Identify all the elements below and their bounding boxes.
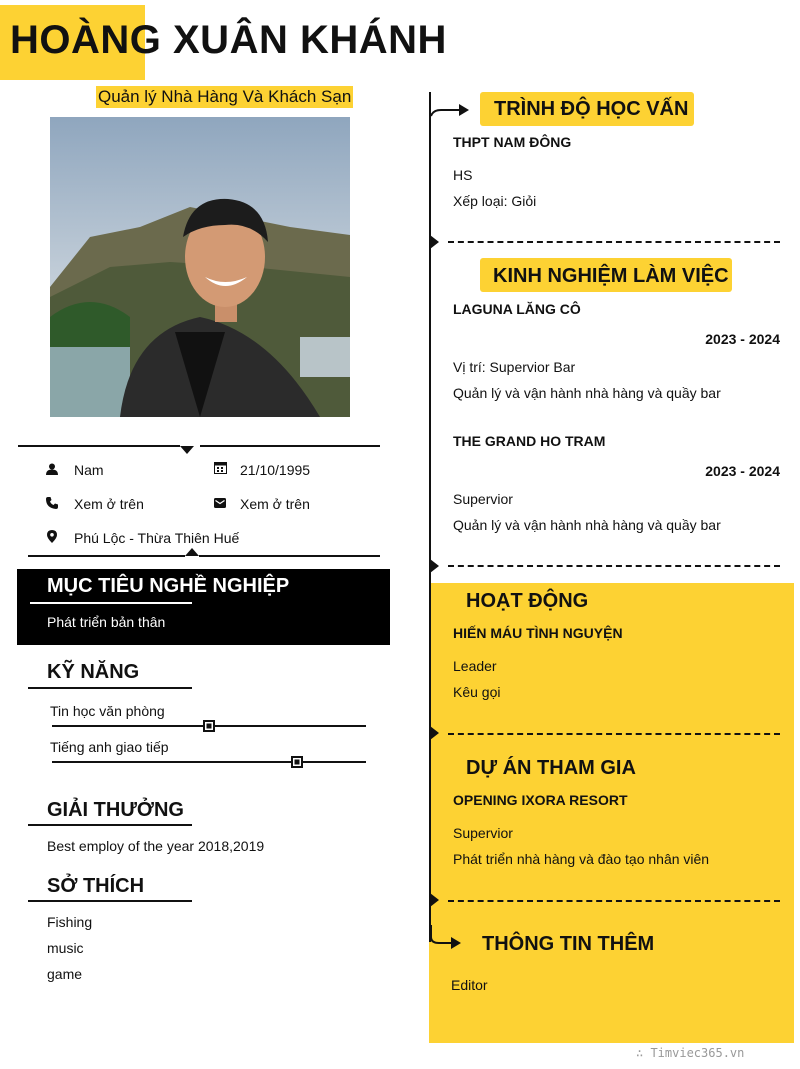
job-position: Supervior (453, 491, 513, 507)
skill-level-knob (203, 720, 215, 732)
objective-title: MỤC TIÊU NGHỀ NGHIỆP (47, 575, 290, 597)
hobbies-underline (28, 900, 192, 902)
email-value: Xem ở trên (240, 496, 310, 512)
education-degree: HS (453, 167, 473, 183)
divider-bottom-right (199, 555, 380, 557)
skill-level-bar (52, 725, 366, 727)
hobbies-title: SỞ THÍCH (47, 875, 145, 897)
skill-level-bar (52, 761, 366, 763)
more-info-title: THÔNG TIN THÊM (482, 933, 655, 955)
job-period: 2023 - 2024 (705, 463, 780, 479)
education-title: TRÌNH ĐỘ HỌC VẤN (494, 98, 689, 120)
job-company: THE GRAND HO TRAM (453, 433, 606, 449)
more-info-text: Editor (451, 977, 488, 993)
objective-text: Phát triển bản thân (47, 614, 166, 630)
section-divider (448, 241, 780, 243)
section-divider (448, 565, 780, 567)
activity-org: HIẾN MÁU TÌNH NGUYỆN (453, 625, 623, 641)
job-position: Vị trí: Supervior Bar (453, 359, 576, 375)
hobby-item: music (47, 940, 84, 956)
gender-value: Nam (74, 462, 104, 478)
watermark-text: Timviec365.vn (650, 1046, 745, 1060)
awards-title: GIẢI THƯỞNG (47, 799, 184, 821)
project-description: Phát triển nhà hàng và đào tạo nhân viên (453, 851, 710, 867)
watermark (636, 1046, 744, 1060)
education-school: THPT NAM ĐÔNG (453, 134, 572, 150)
education-grade: Xếp loại: Giỏi (453, 193, 537, 209)
experience-title: KINH NGHIỆM LÀM VIỆC (493, 265, 729, 287)
project-role: Supervior (453, 825, 513, 841)
divider-top-left (18, 445, 180, 447)
skills-underline (28, 687, 192, 689)
job-description: Quản lý và vận hành nhà hàng và quầy bar (453, 517, 721, 533)
awards-underline (28, 824, 192, 826)
phone-value: Xem ở trên (74, 496, 144, 512)
divider-top-right (200, 445, 380, 447)
projects-title: DỰ ÁN THAM GIA (466, 757, 636, 779)
phone-icon (46, 496, 60, 510)
candidate-name: HOÀNG XUÂN KHÁNH (10, 18, 447, 62)
timeline-marker (430, 235, 439, 249)
awards-text: Best employ of the year 2018,2019 (47, 838, 265, 854)
section-divider (448, 900, 780, 902)
user-icon (46, 462, 60, 476)
objective-underline (30, 602, 192, 604)
job-title: Quản lý Nhà Hàng Và Khách Sạn (98, 87, 352, 106)
section-divider (448, 733, 780, 735)
logo-dots-icon: ∴ (636, 1046, 651, 1060)
activities-title: HOẠT ĐỘNG (466, 590, 589, 612)
right-highlight-panel (429, 583, 794, 1043)
location-pin-icon (47, 530, 61, 544)
project-name: OPENING IXORA RESORT (453, 792, 628, 808)
timeline-marker (430, 559, 439, 573)
arrow-right-icon (429, 925, 465, 956)
skill-name: Tiếng anh giao tiếp (50, 739, 169, 755)
divider-bottom-left (28, 555, 185, 557)
caret-down-icon (180, 446, 194, 454)
skills-title: KỸ NĂNG (47, 661, 140, 683)
hobby-item: game (47, 966, 83, 982)
profile-photo (50, 117, 350, 417)
birthday-value: 21/10/1995 (240, 462, 311, 478)
activity-description: Kêu gọi (453, 684, 501, 700)
address-value: Phú Lộc - Thừa Thiên Huế (74, 530, 240, 546)
hobby-item: Fishing (47, 914, 93, 930)
timeline-marker (430, 726, 439, 740)
timeline-marker (430, 893, 439, 907)
job-period: 2023 - 2024 (705, 331, 780, 347)
job-description: Quản lý và vận hành nhà hàng và quầy bar (453, 385, 721, 401)
arrow-right-icon (431, 100, 471, 125)
skill-name: Tin học văn phòng (50, 703, 165, 719)
timeline-line (429, 92, 431, 942)
caret-up-icon (185, 548, 199, 556)
email-icon (214, 496, 228, 510)
activity-role: Leader (453, 658, 497, 674)
calendar-icon (214, 461, 228, 475)
job-company: LAGUNA LĂNG CÔ (453, 301, 581, 317)
skill-level-knob (291, 756, 303, 768)
